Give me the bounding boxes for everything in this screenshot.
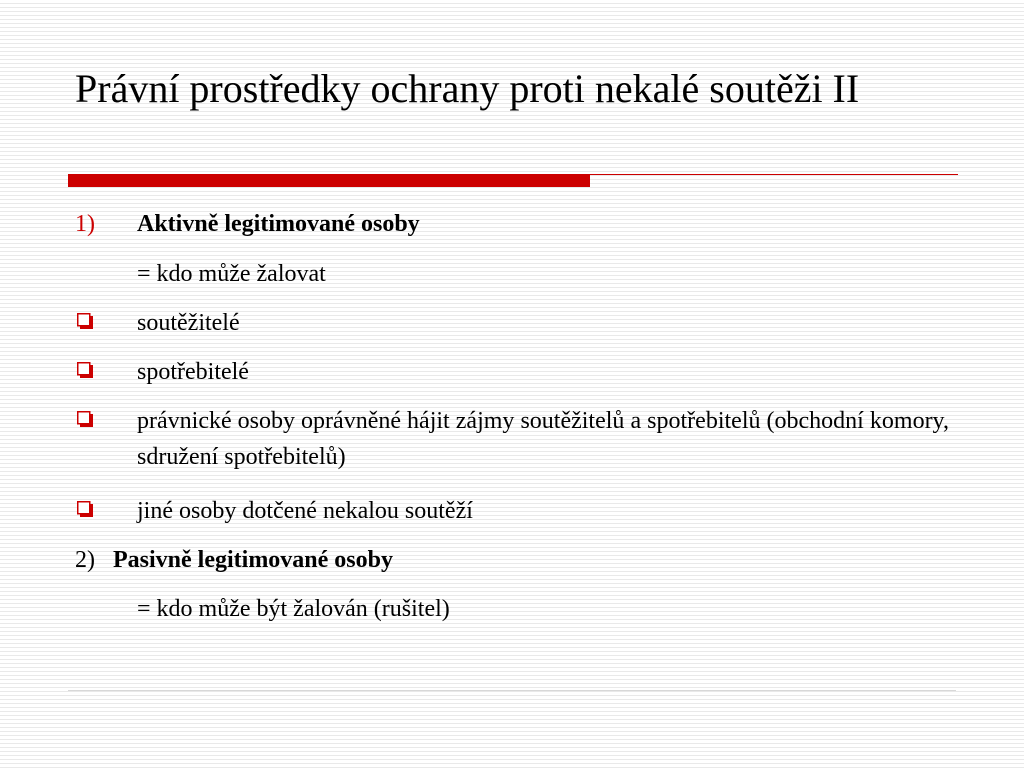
section1-heading: Aktivně legitimované osoby bbox=[137, 211, 420, 237]
checkbox-square-icon bbox=[77, 501, 94, 518]
checkbox-square-icon bbox=[77, 362, 94, 379]
section1-number: 1) bbox=[75, 211, 95, 237]
title-underline-thin bbox=[590, 174, 958, 175]
section2-definition: = kdo může být žalován (rušitel) bbox=[137, 596, 450, 622]
title-underline-thick bbox=[68, 174, 590, 187]
section2-number: 2) bbox=[75, 547, 95, 573]
section2-heading: Pasivně legitimované osoby bbox=[113, 547, 393, 573]
slide-title: Právní prostředky ochrany proti nekalé soutěži II bbox=[75, 66, 860, 111]
section1-definition: = kdo může žalovat bbox=[137, 261, 326, 287]
list-item: spotřebitelé bbox=[137, 359, 249, 385]
checkbox-square-icon bbox=[77, 411, 94, 428]
list-item: soutěžitelé bbox=[137, 310, 240, 336]
title-underline bbox=[68, 174, 958, 188]
footer-divider bbox=[68, 690, 956, 691]
list-item: jiné osoby dotčené nekalou soutěží bbox=[137, 498, 473, 524]
list-item: právnické osoby oprávněné hájit zájmy soutěžitelů a spotřebitelů (obchodní komory, sdružení spotřebitelů) bbox=[137, 408, 949, 470]
checkbox-square-icon bbox=[77, 313, 94, 330]
